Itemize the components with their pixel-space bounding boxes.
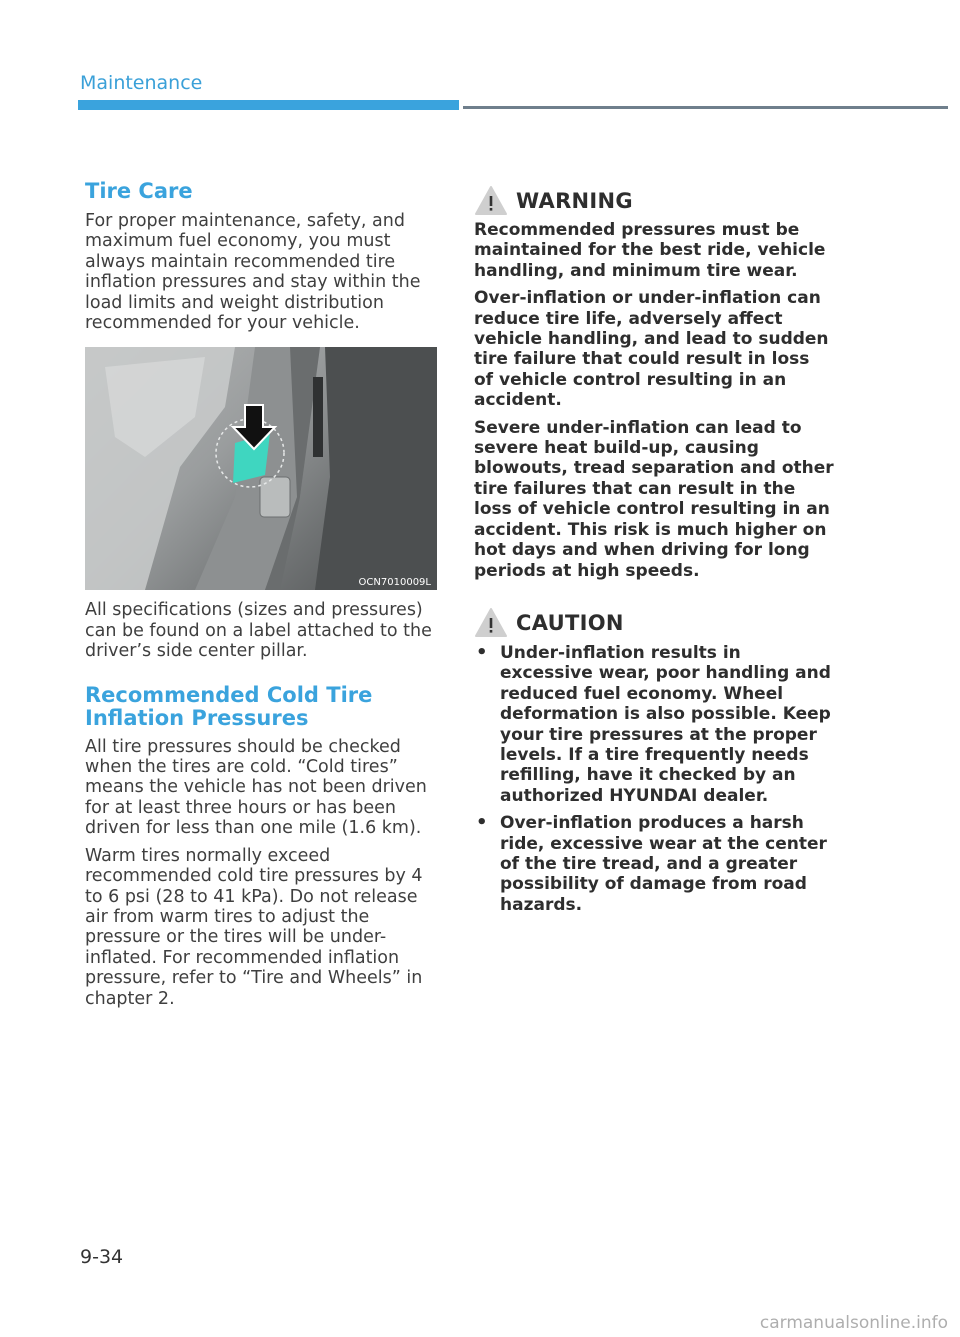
caution-list (474, 643, 834, 915)
figure-code: OCN7010009L (358, 577, 431, 589)
caution-item: • Under-inflation results in excessive wear, poor handling and reduced fuel economy. Wheel deformation is also possible. Keep your tire pressures at the proper levels. If a tire frequently needs refilling, have it checked by an authorized HYUNDAI dealer. (474, 643, 834, 806)
page-number: 9-34 (80, 1246, 124, 1268)
warning-paragraph-3: Severe under-inflation can lead to severe heat build-up, causing blowouts, tread separation and other tire failures that can result in the loss of vehicle control resulting in an accident. This risk is much higher on hot days and when driving for long periods at high speeds. (474, 417, 834, 581)
caution-item: • Over-inflation produces a harsh ride, excessive wear at the center of the tire tread, and a greater possibility of damage from road hazards. (474, 813, 834, 915)
warning-title: WARNING (516, 189, 633, 213)
cold-pressure-heading: Recommended Cold Tire Inflation Pressures (85, 682, 373, 730)
header-rule-accent (78, 100, 459, 110)
cold-paragraph-2: Warm tires normally exceed recommended cold tire pressures by 4 to 6 psi (28 to 41 kPa). Do not release air from warm tires to adjust the pressure or the tires will be under-inflated. For recommended inflation pressure, refer to “Tire and Wheels” in chapter 2. (85, 845, 423, 1009)
section-title: Maintenance (80, 72, 203, 94)
tire-care-paragraph: For proper maintenance, safety, and maximum fuel economy, you must always maintain recommended tire inflation pressures and stay within the load limits and weight distribution recommended for your vehicle. (85, 211, 421, 334)
warning-header (474, 185, 834, 217)
pillar-label-figure (85, 347, 437, 590)
warning-paragraph-2: Over-inflation or under-inflation can reduce tire life, adversely affect vehicle handling, and lead to sudden tire failure that could result in loss of vehicle control resulting in an accident. (474, 288, 829, 411)
caution-triangle-icon (474, 607, 508, 639)
warning-triangle-icon (474, 185, 508, 217)
caution-title: CAUTION (516, 610, 624, 635)
tire-care-heading: Tire Care (85, 179, 193, 203)
warning-paragraph-1: Recommended pressures must be maintained for the best ride, vehicle handling, and minimum tire wear. (474, 220, 826, 281)
right-column (474, 185, 834, 915)
left-column (85, 180, 440, 1009)
header-rule (463, 106, 948, 109)
specs-paragraph: All specifications (sizes and pressures) can be found on a label attached to the driver’s side center pillar. (85, 600, 432, 662)
watermark: carmanualsonline.info (759, 1313, 948, 1333)
caution-header (474, 607, 834, 639)
cold-paragraph-1: All tire pressures should be checked when the tires are cold. “Cold tires” means the vehicle has not been driven for at least three hours or has been driven for less than one mile (1.6 km). (85, 736, 427, 839)
pillar-illustration (85, 347, 437, 590)
